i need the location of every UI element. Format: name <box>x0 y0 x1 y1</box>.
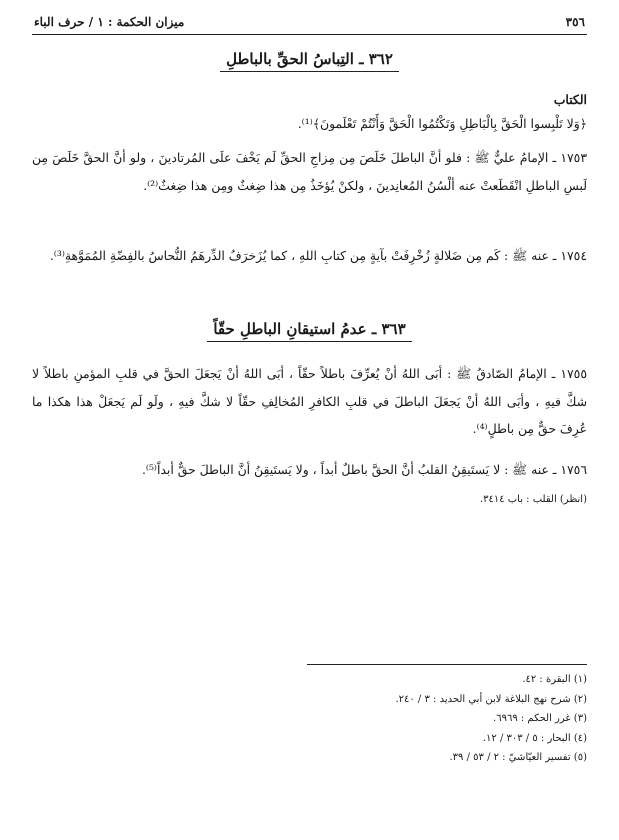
hadith-1755: ١٧٥٥ ـ الإمامُ الصّادقُ ﷺ : أبَى اللهُ أنْ يُعرِّفَ باطلاً حقّاً ، أبَى اللهُ أنْ يَجعَلَ الحقَّ في قلبِ المؤمنِ باطلاً لا شكَّ فيهِ ، وأبَى اللهُ أنْ يَجعَلَ الباطلَ في قلبِ الكافرِ المُخالِفِ حقّاً لا شكَّ فيهِ ، ولَو لَم يَجعَلْ هذا هكذا ما عُرِفَ حقٌّ مِن باطلٍ⁽⁴⁾. <box>32 366 587 436</box>
footnote-3: (٣) غرر الحكم : ٦٩٦٩. <box>493 713 587 724</box>
footnote-4: (٤) البحار : ٥ / ٣٠٣ / ١٢. <box>482 732 587 744</box>
footnote-2: (٢) شرح نهج البلاغة لابن أبي الحديد : ٣ / ٢٤٠. <box>395 693 587 705</box>
footnotes <box>32 670 587 768</box>
subheading-kitab: الكتاب <box>553 92 587 107</box>
hadith-1754: ١٧٥٤ ـ عنه ﷺ : كَم مِن ضَلالةٍ زُخْرِفَتْ بآيةٍ مِن كتابِ اللهِ ، كما يُزَخرَفُ الدِّرهَمُ النُّحاسُ بالفِضّةِ المُمَوَّهةِ⁽³⁾. <box>49 248 587 263</box>
section-title-362: ٣٦٢ ـ التِباسُ الحقِّ بالباطلِ <box>30 50 589 72</box>
running-title: ميزان الحكمة : ١ / حرف الباء <box>34 15 185 29</box>
footnote-1: (١) البقرة : ٤٢. <box>522 674 587 685</box>
quran-verse: ﴿وَلا تَلْبِسوا الْحَقَّ بِالْبَاطِلِ وَتَكْتُمُوا الْحَقَّ وَأَنْتُمْ تَعْلَمونَ﴾⁽¹⁾. <box>297 116 587 131</box>
section-title-363: ٣٦٣ ـ عدمُ استيقانِ الباطلِ حقّاً <box>30 320 589 342</box>
page-header <box>34 12 585 32</box>
cross-reference: (انظر) القلب : باب ٣٤١٤. <box>479 494 587 505</box>
page-number: ٣٥٦ <box>565 15 585 29</box>
footnote-5: (٥) تفسير العيّاشيّ : ٢ / ٥٣ / ٣٩. <box>449 752 587 763</box>
footnote-rule <box>307 664 587 665</box>
header-rule <box>32 34 587 35</box>
hadith-1756: ١٧٥٦ ـ عنه ﷺ : لا يَستَيقِنُ القلبُ أنَّ الحقَّ باطلٌ أبداً ، ولا يَستَيقِنُ أنَّ الباطلَ حقٌّ أبداً⁽⁵⁾. <box>141 462 587 477</box>
hadith-1753: ١٧٥٣ ـ الإمامُ عليٌّ ﷺ : فلو أنَّ الباطلَ خَلَصَ مِن مِزاجِ الحقِّ لَم يَخْفَ علَى المُرتادينَ ، ولو أنَّ الحقَّ خَلَصَ مِن لَبسِ الباطلِ انْقَطَعتْ عنه ألْسُنُ المُعانِدينَ ، ولكنْ يُؤخَذُ مِن هذا ضِغثٌ ومِن هذا ضِغثٌ⁽²⁾. <box>32 150 587 193</box>
